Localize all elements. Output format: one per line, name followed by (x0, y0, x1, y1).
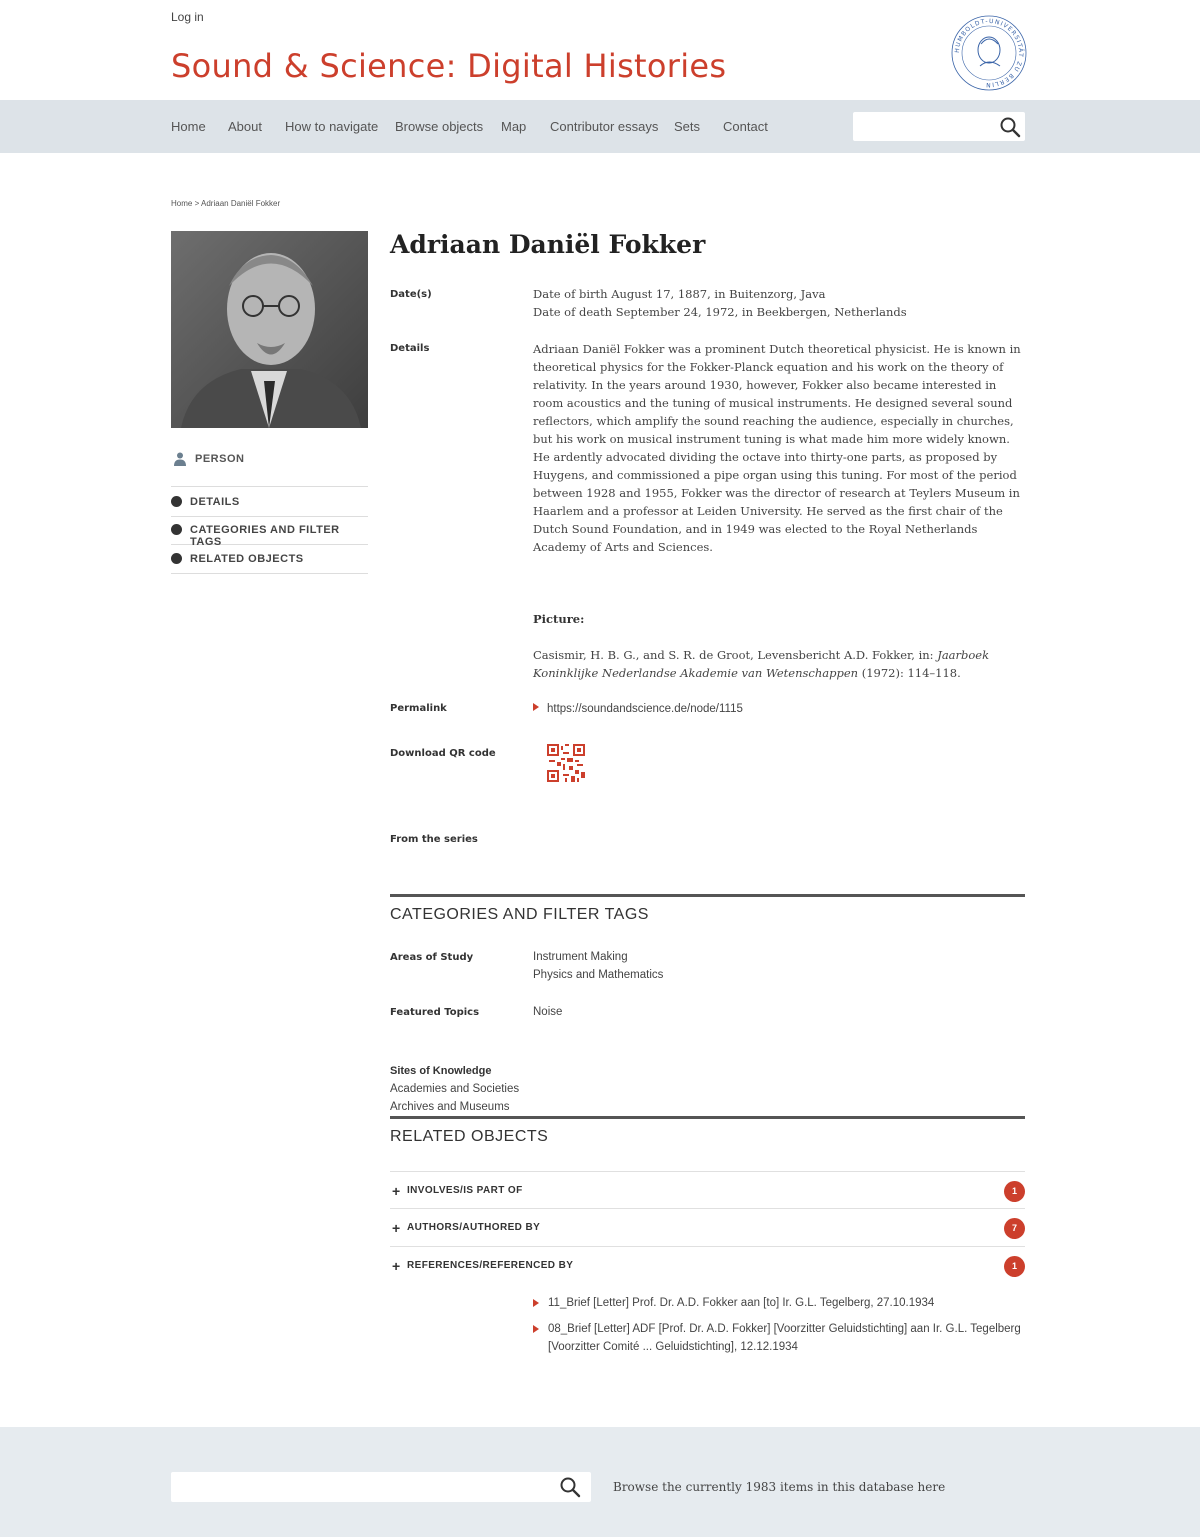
svg-text:HUMBOLDT-UNIVERSITÄT ZU BERLIN: HUMBOLDT-UNIVERSITÄT ZU BERLIN (953, 17, 1025, 89)
search-icon[interactable] (999, 116, 1021, 138)
sites-block (390, 1062, 519, 1116)
nav-browse-objects[interactable]: Browse objects (395, 119, 484, 134)
sidebar-item-label: CATEGORIES AND FILTER TAGS (190, 524, 340, 548)
permalink-label: Permalink (390, 703, 447, 714)
qr-label: Download QR code (390, 748, 496, 759)
person-icon (174, 452, 186, 466)
death-date: Date of death September 24, 1972, in Beekbergen, Netherlands (533, 305, 907, 319)
nav-map[interactable]: Map (501, 119, 527, 134)
footer (0, 1427, 1200, 1537)
reference-link[interactable]: 08_Brief [Letter] ADF [Prof. Dr. A.D. Fokker] [Voorzitter Geluidstichting] aan Ir. G.L. Tegelberg [Voorzitter Comité ... Geluidstichting], 12.12.1934 (548, 1323, 1021, 1353)
plus-icon: + (392, 1220, 401, 1236)
browse-link[interactable]: Browse the currently 1983 items in this database here (613, 1480, 946, 1494)
breadcrumb[interactable]: Home > Adriaan Daniël Fokker (171, 199, 281, 208)
arrow-right-icon (533, 1299, 539, 1307)
birth-date: Date of birth August 17, 1887, in Buitenzorg, Java (533, 287, 826, 301)
details-text: Adriaan Daniël Fokker was a prominent Dutch theoretical physicist. He is known in theoretical physics for the Fokker-Planck equation and his work on the theory of relativity. In the years around 1930, however, Fokker also became interested in room acoustics and the tuning of musical instruments. He designed several sound reflectors, which amplify the sound reaching the audience, especially in churches, but his work on musical instrument tuning is what made him more widely known. He ardently advocated dividing the octave into thirty-one parts, as proposed by Huygens, and commissioned a pipe organ using this tuning. For most of the period between 1928 and 1955, Fokker was the director of research at Teylers Museum in Haarlem and a professor at Leiden University. He served as the first chair of the Dutch Sound Foundation, and in 1949 was elected to the Royal Netherlands Academy of Arts and Sciences. (533, 342, 1021, 554)
arrow-right-icon (533, 703, 539, 711)
topics-label: Featured Topics (390, 1007, 480, 1018)
related-group-involves[interactable] (390, 1171, 1025, 1209)
nav-about[interactable]: About (228, 119, 262, 134)
tag-link[interactable]: Physics and Mathematics (533, 969, 664, 981)
related-title: RELATED OBJECTS (390, 1128, 549, 1145)
bullet-icon (171, 496, 182, 507)
related-group-label: INVOLVES/IS PART OF (407, 1185, 523, 1196)
main-nav (0, 100, 1200, 153)
count-badge: 7 (1004, 1218, 1025, 1239)
categories-title: CATEGORIES AND FILTER TAGS (390, 906, 649, 923)
tag-link[interactable]: Academies and Societies (390, 1083, 520, 1095)
arrow-right-icon (533, 1325, 539, 1333)
related-group-label: REFERENCES/REFERENCED BY (407, 1260, 574, 1271)
site-title[interactable]: Sound & Science: Digital Histories (171, 47, 727, 85)
page-title: Adriaan Daniël Fokker (390, 230, 706, 259)
list-item[interactable] (533, 1294, 1025, 1312)
plus-icon: + (392, 1183, 401, 1199)
dates-label: Date(s) (390, 289, 432, 300)
sites-label: Sites of Knowledge (390, 1065, 492, 1077)
tag-link[interactable]: Archives and Museums (390, 1101, 510, 1113)
person-type-label: PERSON (195, 453, 245, 465)
plus-icon: + (392, 1258, 401, 1274)
reference-link[interactable]: 11_Brief [Letter] Prof. Dr. A.D. Fokker aan [to] Ir. G.L. Tegelberg, 27.10.1934 (548, 1297, 935, 1309)
count-badge: 1 (1004, 1181, 1025, 1202)
permalink-url[interactable]: https://soundandscience.de/node/1115 (547, 703, 743, 715)
section-divider (390, 894, 1025, 897)
sidebar-item-details[interactable] (171, 488, 368, 517)
university-seal-logo (950, 14, 1028, 92)
related-group-references[interactable] (390, 1246, 1025, 1284)
search-input[interactable] (853, 112, 1025, 141)
areas-label: Areas of Study (390, 952, 474, 963)
list-item[interactable] (533, 1320, 1025, 1356)
areas-list (533, 948, 663, 984)
search-icon[interactable] (559, 1476, 581, 1498)
bullet-icon (171, 524, 182, 535)
nav-home[interactable]: Home (171, 119, 206, 134)
details-label: Details (390, 343, 430, 354)
tag-link[interactable]: Instrument Making (533, 951, 628, 963)
person-portrait (171, 231, 368, 428)
qr-code-icon[interactable] (547, 744, 585, 782)
permalink[interactable] (533, 700, 743, 718)
sidebar-item-label: DETAILS (190, 496, 240, 508)
picture-credit: Casismir, H. B. G., and S. R. de Groot, Levensbericht A.D. Fokker, in: Jaarboek Koninklijke Nederlandse Akademie van Wetenschappen (1972): 114–118. (533, 648, 990, 680)
dates-value (533, 285, 907, 321)
nav-contact[interactable]: Contact (723, 119, 768, 134)
tag-link[interactable]: Noise (533, 1006, 563, 1018)
nav-contributor-essays[interactable]: Contributor essays (550, 119, 659, 134)
nav-sets[interactable]: Sets (674, 119, 701, 134)
sidebar-item-related-objects[interactable] (171, 545, 368, 574)
login-link[interactable]: Log in (171, 10, 204, 24)
footer-search-input[interactable] (171, 1472, 591, 1502)
sidebar-item-categories[interactable] (171, 516, 368, 548)
sidebar-item-label: RELATED OBJECTS (190, 553, 304, 565)
series-label: From the series (390, 834, 478, 845)
related-group-authors[interactable] (390, 1208, 1025, 1246)
bullet-icon (171, 553, 182, 564)
related-group-label: AUTHORS/AUTHORED BY (407, 1222, 541, 1233)
person-type (171, 450, 368, 487)
section-divider (390, 1116, 1025, 1119)
count-badge: 1 (1004, 1256, 1025, 1277)
picture-label: Picture: (533, 612, 585, 626)
nav-how-to-navigate[interactable]: How to navigate (285, 119, 379, 134)
